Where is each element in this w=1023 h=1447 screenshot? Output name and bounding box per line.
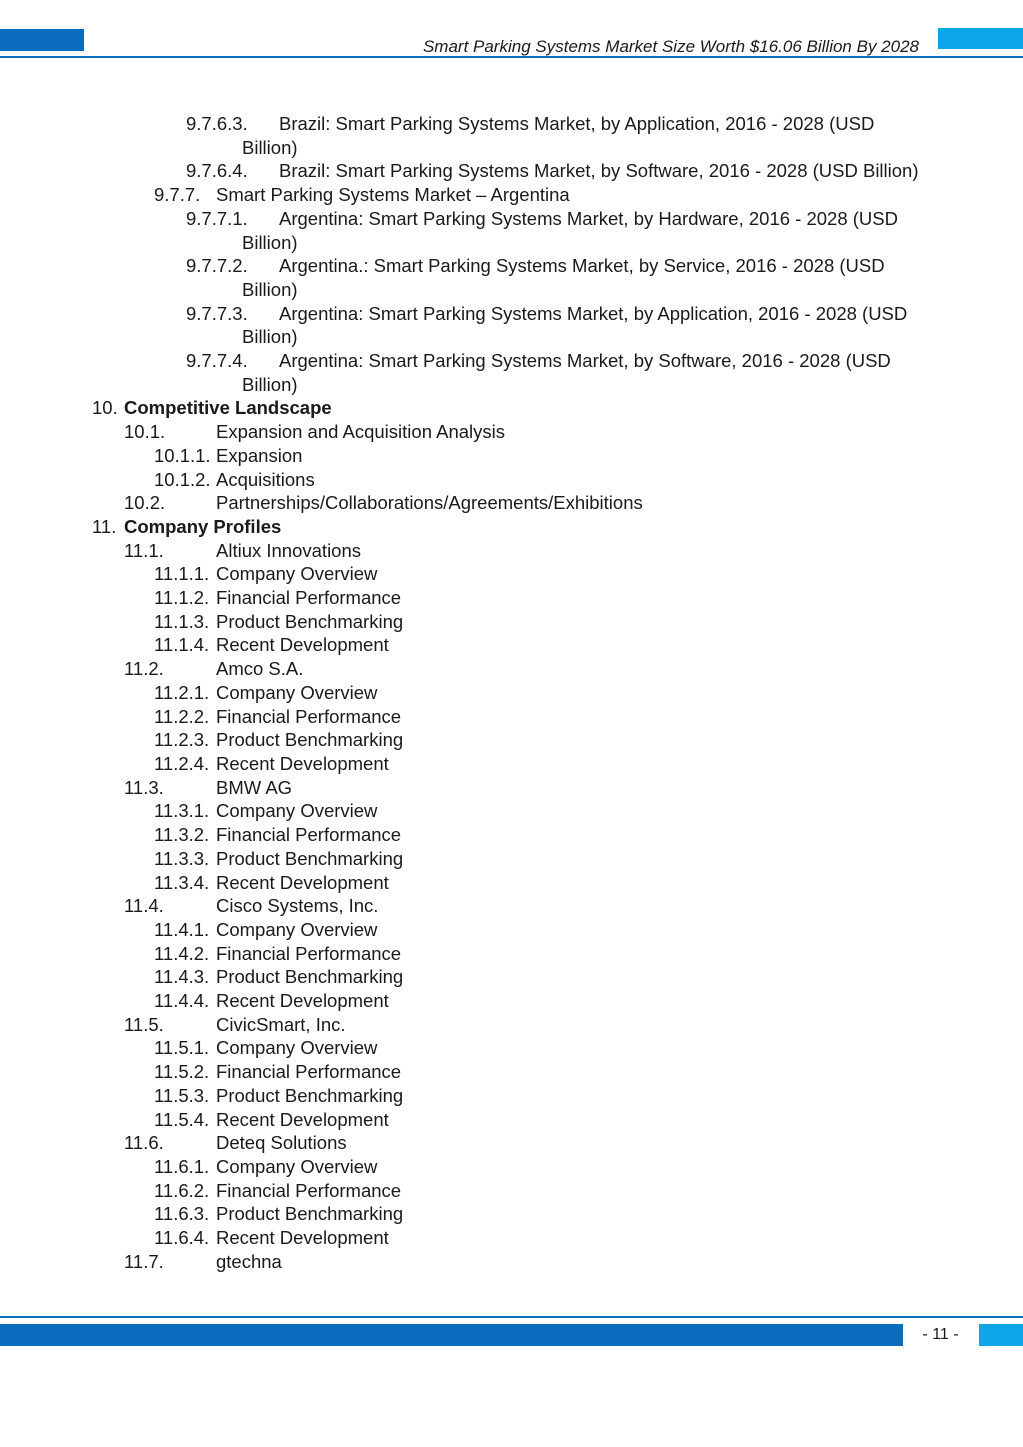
toc-entry-title: Partnerships/Collaborations/Agreements/Exhibitions [216, 492, 643, 514]
toc-entry-number: 11.3.3. [154, 847, 210, 869]
toc-entry-number: 11.5.1. [154, 1037, 210, 1059]
toc-entry[interactable] [0, 989, 1023, 1013]
toc-entry-number: 9.7.7.4. [186, 350, 248, 372]
toc-entry-title: Product Benchmarking [216, 847, 404, 869]
toc-entry[interactable] [0, 965, 1023, 989]
toc-entry-title: Financial Performance [216, 824, 402, 846]
toc-entry[interactable] [0, 705, 1023, 729]
table-of-contents [0, 112, 1023, 1273]
toc-entry[interactable] [0, 610, 1023, 634]
toc-entry-title: Expansion [216, 444, 303, 466]
toc-entry-title: Argentina: Smart Parking Systems Market, by Software, 2016 - 2028 (USD Billion) [242, 350, 891, 395]
toc-entry[interactable] [0, 847, 1023, 871]
footer-accent-bar-left [0, 1324, 903, 1346]
header-accent-bar-right [938, 28, 1023, 49]
toc-entry-title: Expansion and Acquisition Analysis [216, 421, 505, 443]
toc-entry-number: 11.2.4. [154, 752, 210, 774]
toc-entry-number: 11.5.2. [154, 1061, 210, 1083]
toc-entry-title: Recent Development [216, 1227, 389, 1249]
toc-entry-number: 9.7.6.3. [186, 113, 248, 134]
toc-entry[interactable] [0, 183, 1023, 207]
toc-entry-title: Recent Development [216, 634, 389, 656]
toc-entry[interactable] [0, 396, 1023, 420]
toc-entry[interactable] [0, 871, 1023, 895]
toc-entry-title: Product Benchmarking [216, 1084, 404, 1106]
toc-entry-number: 9.7.7.2. [186, 255, 248, 277]
toc-entry[interactable] [0, 112, 1023, 159]
toc-entry-number: 11. [92, 515, 117, 537]
toc-entry[interactable] [0, 776, 1023, 800]
toc-entry[interactable] [0, 349, 1023, 396]
toc-entry-number: 11.4.3. [154, 966, 210, 988]
toc-entry-number: 11.1.2. [154, 587, 210, 609]
toc-entry[interactable] [0, 420, 1023, 444]
toc-entry[interactable] [0, 1084, 1023, 1108]
toc-entry-number: 11.2.1. [154, 681, 210, 703]
toc-entry-number: 10.1. [124, 421, 166, 443]
toc-entry-number: 11.4.4. [154, 990, 210, 1012]
toc-entry-title: Company Profiles [124, 515, 282, 537]
toc-entry-title: Company Overview [216, 918, 378, 940]
page-number: - 11 - [922, 1326, 959, 1343]
toc-entry-title: Financial Performance [216, 587, 402, 609]
toc-entry-title: Financial Performance [216, 942, 402, 964]
toc-entry-title: gtechna [216, 1250, 282, 1272]
toc-entry-number: 11.4.2. [154, 942, 210, 964]
toc-entry-title: Brazil: Smart Parking Systems Market, by Software, 2016 - 2028 (USD Billion) [279, 160, 919, 182]
toc-entry-title: CivicSmart, Inc. [216, 1013, 346, 1035]
toc-entry-number: 11.2.2. [154, 705, 210, 727]
toc-entry[interactable] [0, 728, 1023, 752]
toc-entry[interactable] [0, 586, 1023, 610]
toc-entry[interactable] [0, 1013, 1023, 1037]
toc-entry-title: Argentina.: Smart Parking Systems Market, by Service, 2016 - 2028 (USD Billion) [242, 255, 885, 300]
toc-entry[interactable] [0, 1060, 1023, 1084]
toc-entry-number: 10.1.2. [154, 468, 211, 490]
toc-entry-title: Recent Development [216, 752, 389, 774]
toc-entry-number: 9.7.7. [154, 184, 201, 206]
toc-entry[interactable] [0, 1036, 1023, 1060]
toc-entry[interactable] [0, 515, 1023, 539]
toc-entry-title: Company Overview [216, 1155, 378, 1177]
toc-entry-number: 11.1. [124, 539, 164, 561]
toc-entry-number: 11.5.3. [154, 1084, 210, 1106]
toc-entry[interactable] [0, 207, 1023, 254]
toc-entry-number: 11.7. [124, 1250, 164, 1272]
toc-entry-title: Recent Development [216, 1108, 389, 1130]
toc-entry[interactable] [0, 539, 1023, 563]
toc-entry-number: 11.1.1. [154, 563, 210, 585]
toc-entry[interactable] [0, 1202, 1023, 1226]
toc-entry-title: Company Overview [216, 563, 378, 585]
toc-entry-title: Argentina: Smart Parking Systems Market, by Hardware, 2016 - 2028 (USD Billion) [242, 207, 898, 253]
toc-entry-number: 11.6.1. [154, 1155, 210, 1177]
toc-entry[interactable] [0, 942, 1023, 966]
toc-entry-number: 11.4.1. [154, 918, 210, 940]
footer-divider [0, 1316, 1023, 1318]
toc-entry-title: Deteq Solutions [216, 1132, 347, 1154]
toc-entry-title: Company Overview [216, 1037, 378, 1059]
toc-entry-number: 11.2. [124, 658, 164, 680]
toc-entry-title: Financial Performance [216, 1061, 402, 1083]
toc-entry-title: Amco S.A. [216, 658, 304, 680]
toc-entry-title: Acquisitions [216, 468, 315, 490]
toc-entry[interactable] [0, 159, 1023, 183]
toc-entry[interactable] [0, 657, 1023, 681]
toc-entry-title: BMW AG [216, 776, 293, 798]
toc-entry-number: 11.6. [124, 1132, 164, 1154]
toc-entry[interactable] [0, 1226, 1023, 1250]
toc-entry[interactable] [0, 1250, 1023, 1274]
toc-entry[interactable] [0, 633, 1023, 657]
toc-entry-number: 11.5. [124, 1013, 164, 1035]
toc-entry[interactable] [0, 799, 1023, 823]
toc-entry-title: Company Overview [216, 681, 378, 703]
toc-entry-title: Financial Performance [216, 705, 402, 727]
toc-entry[interactable] [0, 444, 1023, 468]
toc-entry-number: 11.6.4. [154, 1227, 210, 1249]
header-accent-bar-left [0, 29, 84, 51]
toc-entry[interactable] [0, 681, 1023, 705]
toc-entry-number: 9.7.6.4. [186, 160, 248, 182]
toc-entry-title: Competitive Landscape [124, 397, 332, 419]
toc-entry-number: 11.1.3. [154, 610, 210, 632]
toc-entry[interactable] [0, 1108, 1023, 1132]
toc-entry-number: 11.2.3. [154, 729, 210, 751]
toc-entry[interactable] [0, 1179, 1023, 1203]
toc-entry-title: Company Overview [216, 800, 378, 822]
toc-entry[interactable] [0, 823, 1023, 847]
header-divider [0, 56, 1023, 58]
toc-entry-number: 11.3.4. [154, 871, 210, 893]
toc-entry[interactable] [0, 562, 1023, 586]
toc-entry-number: 11.3.1. [154, 800, 210, 822]
toc-entry-title: Argentina: Smart Parking Systems Market, by Application, 2016 - 2028 (USD Billion) [242, 302, 908, 348]
toc-entry-title: Financial Performance [216, 1179, 402, 1201]
toc-entry-title: Product Benchmarking [216, 729, 404, 751]
toc-entry[interactable] [0, 894, 1023, 918]
footer-accent-bar-right [979, 1324, 1023, 1346]
toc-entry-number: 9.7.7.3. [186, 302, 248, 324]
toc-entry-title: Recent Development [216, 990, 389, 1012]
toc-entry[interactable] [0, 254, 1023, 301]
toc-entry-number: 11.6.2. [154, 1179, 210, 1201]
toc-entry-number: 11.5.4. [154, 1108, 210, 1130]
toc-entry[interactable] [0, 752, 1023, 776]
toc-entry[interactable] [0, 491, 1023, 515]
toc-entry-number: 10.1.1. [154, 444, 211, 466]
toc-entry-number: 9.7.7.1. [186, 207, 248, 229]
toc-entry-title: Brazil: Smart Parking Systems Market, by Application, 2016 - 2028 (USD Billion) [242, 113, 875, 158]
toc-entry-number: 10.2. [124, 492, 166, 514]
toc-entry[interactable] [0, 918, 1023, 942]
toc-entry[interactable] [0, 1155, 1023, 1179]
toc-entry-number: 11.6.3. [154, 1203, 210, 1225]
toc-entry[interactable] [0, 302, 1023, 349]
toc-entry-title: Recent Development [216, 871, 389, 893]
toc-entry-number: 11.1.4. [154, 634, 210, 656]
toc-entry-title: Smart Parking Systems Market – Argentina [216, 184, 570, 206]
document-header-title: Smart Parking Systems Market Size Worth $16.06 Billion By 2028 [422, 37, 919, 56]
toc-entry-title: Cisco Systems, Inc. [216, 895, 379, 917]
toc-entry-title: Product Benchmarking [216, 610, 404, 632]
toc-entry-number: 11.4. [124, 895, 164, 917]
toc-entry-title: Product Benchmarking [216, 1203, 404, 1225]
toc-entry-title: Product Benchmarking [216, 966, 404, 988]
toc-entry-number: 10. [92, 397, 118, 419]
toc-entry[interactable] [0, 468, 1023, 492]
toc-entry-number: 11.3. [124, 776, 164, 798]
toc-entry-title: Altiux Innovations [216, 539, 362, 561]
toc-entry-number: 11.3.2. [154, 824, 210, 846]
toc-entry[interactable] [0, 1131, 1023, 1155]
